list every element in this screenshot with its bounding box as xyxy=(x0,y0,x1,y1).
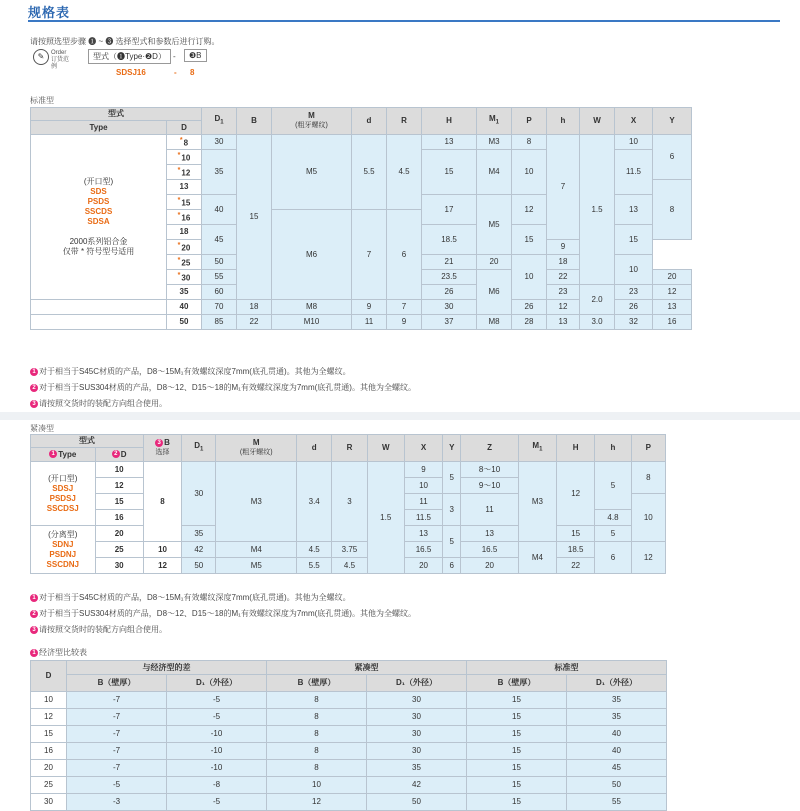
example-b: 8 xyxy=(190,68,195,77)
cmp-w-cell: 1.5 xyxy=(367,462,404,574)
std-h-cell: 13 xyxy=(422,135,477,150)
compare-row xyxy=(31,794,667,811)
std-x-cell: 18 xyxy=(547,255,580,270)
std-x-cell: 13 xyxy=(615,195,653,225)
compare-cell: -5 xyxy=(167,794,267,811)
compare-row xyxy=(31,692,667,709)
std-header-b: B xyxy=(237,108,272,135)
std-header-m: M (粗牙螺纹) xyxy=(272,108,352,135)
std-y-cell: 8 xyxy=(653,180,692,240)
compare-cell: -3 xyxy=(67,794,167,811)
std-footnote-3: 3 请按照交货时的装配方向组合使用。 xyxy=(30,398,167,409)
std-footnote-2: 2 对于相当于SUS304材质的产品，D8～12、D15～18的M₁有效螺纹深度为7mm(底孔贯通)。其他为全螺纹。 xyxy=(30,382,416,393)
cmpr-header-b: B（壁厚） xyxy=(467,675,567,692)
cmp-footnote-2: 2 对于相当于SUS304材质的产品，D8～12、D15～18的M₁有效螺纹深度为7mm(底孔贯通)。其他为全螺纹。 xyxy=(30,608,416,619)
compare-row xyxy=(31,726,667,743)
compare-cell: 40 xyxy=(567,743,667,760)
cmpr-header-standard: 标准型 xyxy=(467,661,667,675)
std-footnote-1: 1 对于相当于S45C材质的产品，D8～15M₁有效螺纹深度7mm(底孔贯通)。其他为全螺纹。 xyxy=(30,366,351,377)
cmp-header-m1: $M_1$ xyxy=(518,435,556,462)
std-header-r: R xyxy=(387,108,422,135)
std-d1-cell: 35 xyxy=(202,150,237,195)
std-header-d: d xyxy=(352,108,387,135)
cmpr-header-d: D xyxy=(31,661,67,692)
cmp-x-cell: 20 xyxy=(404,558,442,574)
std-p-cell: 10 xyxy=(512,150,547,195)
section-separator xyxy=(0,412,800,420)
order-label-cn: 订货范例 xyxy=(51,57,70,70)
std-y-cell: 13 xyxy=(653,300,692,315)
compare-cell: 35 xyxy=(367,760,467,777)
compare-label: 1 经济型比较表 xyxy=(30,647,87,658)
std-d-10: *10 xyxy=(167,150,202,165)
compare-cell: -5 xyxy=(67,777,167,794)
std-header-h: h xyxy=(547,108,580,135)
cmp-y-cell: 5 xyxy=(443,462,461,494)
std-d1-cell: 30 xyxy=(202,135,237,150)
cmp-z-cell: 9～10 xyxy=(461,478,518,494)
cmp-d-20: 20 xyxy=(95,526,143,542)
compare-row xyxy=(31,709,667,726)
compare-cell: 30 xyxy=(31,794,67,811)
cmp-x-cell: 13 xyxy=(404,526,442,542)
std-p-cell: 22 xyxy=(547,270,580,285)
std-b-cell: 22 xyxy=(237,315,272,330)
compare-cell: -10 xyxy=(167,743,267,760)
std-w-cell: 2.0 xyxy=(580,285,615,315)
std-m-cell: M6 xyxy=(272,210,352,300)
std-d1-cell: 55 xyxy=(202,270,237,285)
std-p-cell: 12 xyxy=(512,195,547,225)
cmp-footnote-1: 1 对于相当于S45C材质的产品，D8～15M₁有效螺纹深度7mm(底孔贯通)。其他为全螺纹。 xyxy=(30,592,351,603)
std-p-cell: 20 xyxy=(477,255,512,270)
compare-cell: 35 xyxy=(567,692,667,709)
cmp-header-h-upper: H xyxy=(557,435,595,462)
compare-cell: 30 xyxy=(367,709,467,726)
compare-cell: -7 xyxy=(67,692,167,709)
std-x-cell: 26 xyxy=(615,300,653,315)
standard-label: 标准型 xyxy=(30,96,54,105)
compare-cell: 12 xyxy=(267,794,367,811)
cmp-x-cell: 11 xyxy=(404,494,442,510)
std-h-cell: 30 xyxy=(422,300,477,315)
cmp-d-10: 10 xyxy=(95,462,143,478)
std-y-cell: 12 xyxy=(653,285,692,300)
std-h-cell: 18.5 xyxy=(422,225,477,255)
std-d1-cell: 70 xyxy=(202,300,237,315)
compare-cell: 15 xyxy=(467,692,567,709)
cmp-hupper-cell: 18.5 xyxy=(557,542,595,558)
cmp-d-cell: 4.5 xyxy=(297,542,332,558)
compare-cell: 42 xyxy=(367,777,467,794)
cmp-r-cell: 4.5 xyxy=(332,558,367,574)
std-y-cell: 10 xyxy=(615,255,653,285)
std-h-cell: 26 xyxy=(422,285,477,300)
cmp-d-25: 25 xyxy=(95,542,143,558)
cmp-hupper-cell: 22 xyxy=(557,558,595,574)
cmp-header-p: P xyxy=(631,435,665,462)
std-y-cell: 16 xyxy=(653,315,692,330)
std-header-w: W xyxy=(580,108,615,135)
compare-cell: 15 xyxy=(467,777,567,794)
std-d-8: *8 xyxy=(167,135,202,150)
std-x-cell: 10 xyxy=(615,135,653,150)
std-d-35: 35 xyxy=(167,285,202,300)
cmp-header-y: Y xyxy=(443,435,461,462)
compare-cell: 12 xyxy=(31,709,67,726)
std-w-cell: 1.5 xyxy=(580,135,615,285)
title-divider xyxy=(28,20,780,22)
std-d-15: *15 xyxy=(167,195,202,210)
std-header-m1: $M_1$ xyxy=(477,108,512,135)
cmp-z-cell: 13 xyxy=(461,526,518,542)
compare-cell: -7 xyxy=(67,726,167,743)
cmp-type-open: (开口型) SDSJ PSDSJ SSCDSJ xyxy=(31,462,96,526)
std-m1-cell: M8 xyxy=(477,315,512,330)
cmpr-header-d1: D₁（外径） xyxy=(167,675,267,692)
std-d-50: 50 xyxy=(167,315,202,330)
order-label-en: Order xyxy=(51,50,67,56)
std-x-cell: 15 xyxy=(615,225,653,255)
std-h-cell: 17 xyxy=(422,195,477,225)
cmp-h-cell: 6 xyxy=(595,542,631,574)
compare-cell: 30 xyxy=(367,726,467,743)
std-p-cell: 15 xyxy=(512,225,547,255)
cmp-header-d: d xyxy=(297,435,332,462)
cmpr-header-b: B（壁厚） xyxy=(67,675,167,692)
type-code-box: 型式（❶Type·❷D） xyxy=(88,49,171,64)
compare-cell: 30 xyxy=(367,743,467,760)
std-y-cell: 6 xyxy=(653,135,692,180)
cmp-m-cell: M4 xyxy=(216,542,297,558)
compare-cell: 16 xyxy=(31,743,67,760)
std-p-cell: 8 xyxy=(512,135,547,150)
intro-text: 请按照选型步骤 ❶ ~ ❸ 选择型式和参数后进行订购。 xyxy=(30,37,220,46)
cmp-y-cell: 5 xyxy=(443,526,461,558)
compare-cell: 10 xyxy=(31,692,67,709)
b-code-box: ❸B xyxy=(184,49,207,62)
example-dash: - xyxy=(174,68,177,77)
compare-row xyxy=(31,743,667,760)
cmp-header-type-group: 型式 xyxy=(31,435,144,448)
std-m1-cell: M3 xyxy=(477,135,512,150)
cmp-header-d1: $D_1$ xyxy=(182,435,216,462)
std-hh-cell: 12 xyxy=(547,300,580,315)
cmp-z-cell: 16.5 xyxy=(461,542,518,558)
cmp-d1-cell: 50 xyxy=(182,558,216,574)
cmp-header-w: W xyxy=(367,435,404,462)
compare-cell: 55 xyxy=(567,794,667,811)
cmp-footnote-3: 3 请按照交货时的装配方向组合使用。 xyxy=(30,624,167,635)
std-d1-cell: 45 xyxy=(202,225,237,255)
std-header-y: Y xyxy=(653,108,692,135)
cmp-h-cell: 4.8 xyxy=(595,510,631,526)
std-header-d-upper: D xyxy=(167,121,202,135)
cmp-p-cell: 10 xyxy=(631,494,665,542)
compare-cell: -5 xyxy=(167,709,267,726)
std-x-cell: 20 xyxy=(653,270,692,285)
std-d-40: 40 xyxy=(167,300,202,315)
compare-cell: 50 xyxy=(567,777,667,794)
cmp-z-cell: 11 xyxy=(461,494,518,526)
cmp-z-cell: 8～10 xyxy=(461,462,518,478)
cmp-header-r: R xyxy=(332,435,367,462)
cmp-d1-cell: 30 xyxy=(182,462,216,526)
std-d-25: *25 xyxy=(167,255,202,270)
std-r-cell: 6 xyxy=(387,210,422,300)
std-header-type-group: 型式 xyxy=(31,108,202,121)
std-d-cell: 11 xyxy=(352,315,387,330)
cmpr-header-d1: D₁（外径） xyxy=(567,675,667,692)
std-m1-cell: M5 xyxy=(477,195,512,255)
cmp-d1-cell: 42 xyxy=(182,542,216,558)
std-r-cell: 4.5 xyxy=(387,135,422,210)
cmpr-header-compact: 紧凑型 xyxy=(267,661,467,675)
std-d-16: *16 xyxy=(167,210,202,225)
std-r-cell: 9 xyxy=(387,315,422,330)
std-hh-cell: 13 xyxy=(547,315,580,330)
compare-cell: 40 xyxy=(567,726,667,743)
code-dash: - xyxy=(173,52,176,61)
compare-row xyxy=(31,777,667,794)
compare-cell: 15 xyxy=(467,760,567,777)
compare-cell: 8 xyxy=(267,743,367,760)
cmp-d-15: 15 xyxy=(95,494,143,510)
cmp-d-16: 16 xyxy=(95,510,143,526)
cmp-d1-cell: 35 xyxy=(182,526,216,542)
std-h-cell: 37 xyxy=(422,315,477,330)
std-d-cell: 7 xyxy=(352,210,387,300)
cmp-header-h: h xyxy=(595,435,631,462)
std-m-cell: M5 xyxy=(272,135,352,210)
compare-cell: 45 xyxy=(567,760,667,777)
std-p-cell: 23 xyxy=(547,285,580,300)
cmp-b-cell: 10 xyxy=(143,542,181,558)
std-hh-cell: 7 xyxy=(547,135,580,240)
compare-cell: 8 xyxy=(267,692,367,709)
cmp-y-cell: 6 xyxy=(443,558,461,574)
std-p-cell: 26 xyxy=(512,300,547,315)
cmp-header-b: 3 B 选择 xyxy=(143,435,181,462)
compare-cell: 15 xyxy=(467,794,567,811)
compare-cell: 50 xyxy=(367,794,467,811)
compare-cell: 30 xyxy=(367,692,467,709)
compare-cell: -8 xyxy=(167,777,267,794)
std-d-12: *12 xyxy=(167,165,202,180)
cmp-d-30: 30 xyxy=(95,558,143,574)
cmp-hupper-cell: 12 xyxy=(557,462,595,526)
compare-cell: -7 xyxy=(67,709,167,726)
compact-spec-table xyxy=(30,434,666,574)
cmp-p-cell: 12 xyxy=(631,542,665,574)
compare-table xyxy=(30,660,667,811)
cmp-header-d-upper: 2 D xyxy=(95,448,143,462)
cmp-r-cell: 3.75 xyxy=(332,542,367,558)
cmp-header-z: Z xyxy=(461,435,518,462)
cmp-m-cell: M3 xyxy=(216,462,297,542)
cmp-hupper-cell: 15 xyxy=(557,526,595,542)
std-d-cell: 9 xyxy=(352,300,387,315)
std-m-cell: M8 xyxy=(272,300,352,315)
cmp-d-12: 12 xyxy=(95,478,143,494)
cmp-b-cell: 12 xyxy=(143,558,181,574)
std-x-cell: 32 xyxy=(615,315,653,330)
cmp-h-cell: 5 xyxy=(595,526,631,542)
std-d-18: 18 xyxy=(167,225,202,240)
std-x-cell: 23 xyxy=(615,285,653,300)
compare-row xyxy=(31,760,667,777)
page-title: 规格表 xyxy=(28,5,71,20)
std-hh-cell: 9 xyxy=(547,240,580,255)
cmp-b-cell: 8 xyxy=(143,462,181,542)
std-h-cell: 23.5 xyxy=(422,270,477,285)
std-h-cell: 15 xyxy=(422,150,477,195)
compare-cell: -7 xyxy=(67,743,167,760)
cmp-x-cell: 16.5 xyxy=(404,542,442,558)
standard-spec-table xyxy=(30,107,692,330)
compare-cell: -10 xyxy=(167,726,267,743)
cmpr-header-diff: 与经济型的差 xyxy=(67,661,267,675)
std-type-block: (开口型) SDS PSDS SSCDS SDSA 2000系列铝合金 仅带 * 符号型号适用 xyxy=(31,135,167,300)
compact-label: 紧凑型 xyxy=(30,424,54,433)
std-d-13: 13 xyxy=(167,180,202,195)
std-r-cell: 7 xyxy=(387,300,422,315)
compare-cell: 15 xyxy=(467,743,567,760)
compare-cell: 15 xyxy=(467,726,567,743)
std-d1-cell: 40 xyxy=(202,195,237,225)
cmpr-header-d1: D₁（外径） xyxy=(367,675,467,692)
cmp-p-cell: 8 xyxy=(631,462,665,494)
compare-cell: -10 xyxy=(167,760,267,777)
cmp-m-cell: M5 xyxy=(216,558,297,574)
std-h-cell: 21 xyxy=(422,255,477,270)
std-d-cell: 5.5 xyxy=(352,135,387,210)
std-m1-cell: M4 xyxy=(477,150,512,195)
cmp-header-type: 1 Type xyxy=(31,448,96,462)
cmpr-header-b: B（壁厚） xyxy=(267,675,367,692)
std-d-20: *20 xyxy=(167,240,202,255)
std-header-h-upper: H xyxy=(422,108,477,135)
std-x-cell: 11.5 xyxy=(615,150,653,195)
compare-cell: -5 xyxy=(167,692,267,709)
cmp-type-split: (分离型) SDNJ PSDNJ SSCDNJ xyxy=(31,526,96,574)
std-m-cell: M10 xyxy=(272,315,352,330)
std-d1-cell: 85 xyxy=(202,315,237,330)
cmp-header-m: M (粗牙螺纹) xyxy=(216,435,297,462)
cmp-h-cell: 5 xyxy=(595,462,631,510)
std-header-type: Type xyxy=(31,121,167,135)
std-p-cell: 28 xyxy=(512,315,547,330)
order-icon: ✎ xyxy=(33,49,49,65)
cmp-header-x: X xyxy=(404,435,442,462)
cmp-x-cell: 10 xyxy=(404,478,442,494)
std-d1-cell: 50 xyxy=(202,255,237,270)
compare-cell: 10 xyxy=(267,777,367,794)
cmp-z-cell: 20 xyxy=(461,558,518,574)
compare-cell: -7 xyxy=(67,760,167,777)
std-d-30: *30 xyxy=(167,270,202,285)
compare-cell: 15 xyxy=(467,709,567,726)
std-header-d1: $D_1$ xyxy=(202,108,237,135)
std-hh-cell: 10 xyxy=(512,255,547,300)
std-b-cell: 15 xyxy=(237,135,272,300)
cmp-y-cell: 3 xyxy=(443,494,461,526)
compare-cell: 20 xyxy=(31,760,67,777)
example-code: SDSJ16 xyxy=(116,68,146,77)
cmp-m1-cell: M4 xyxy=(518,542,556,574)
std-b-cell: 18 xyxy=(237,300,272,315)
cmp-m1-cell: M3 xyxy=(518,462,556,542)
compare-cell: 8 xyxy=(267,709,367,726)
std-d1-cell: 60 xyxy=(202,285,237,300)
compare-cell: 35 xyxy=(567,709,667,726)
compare-cell: 8 xyxy=(267,726,367,743)
compare-cell: 15 xyxy=(31,726,67,743)
cmp-x-cell: 11.5 xyxy=(404,510,442,526)
compare-cell: 8 xyxy=(267,760,367,777)
cmp-d-cell: 5.5 xyxy=(297,558,332,574)
std-m1-cell: M6 xyxy=(477,270,512,315)
std-header-x: X xyxy=(615,108,653,135)
cmp-d-cell: 3.4 xyxy=(297,462,332,542)
std-header-p: P xyxy=(512,108,547,135)
compare-cell: 25 xyxy=(31,777,67,794)
cmp-r-cell: 3 xyxy=(332,462,367,542)
std-w-cell: 3.0 xyxy=(580,315,615,330)
order-example-badge xyxy=(33,48,73,70)
cmp-x-cell: 9 xyxy=(404,462,442,478)
